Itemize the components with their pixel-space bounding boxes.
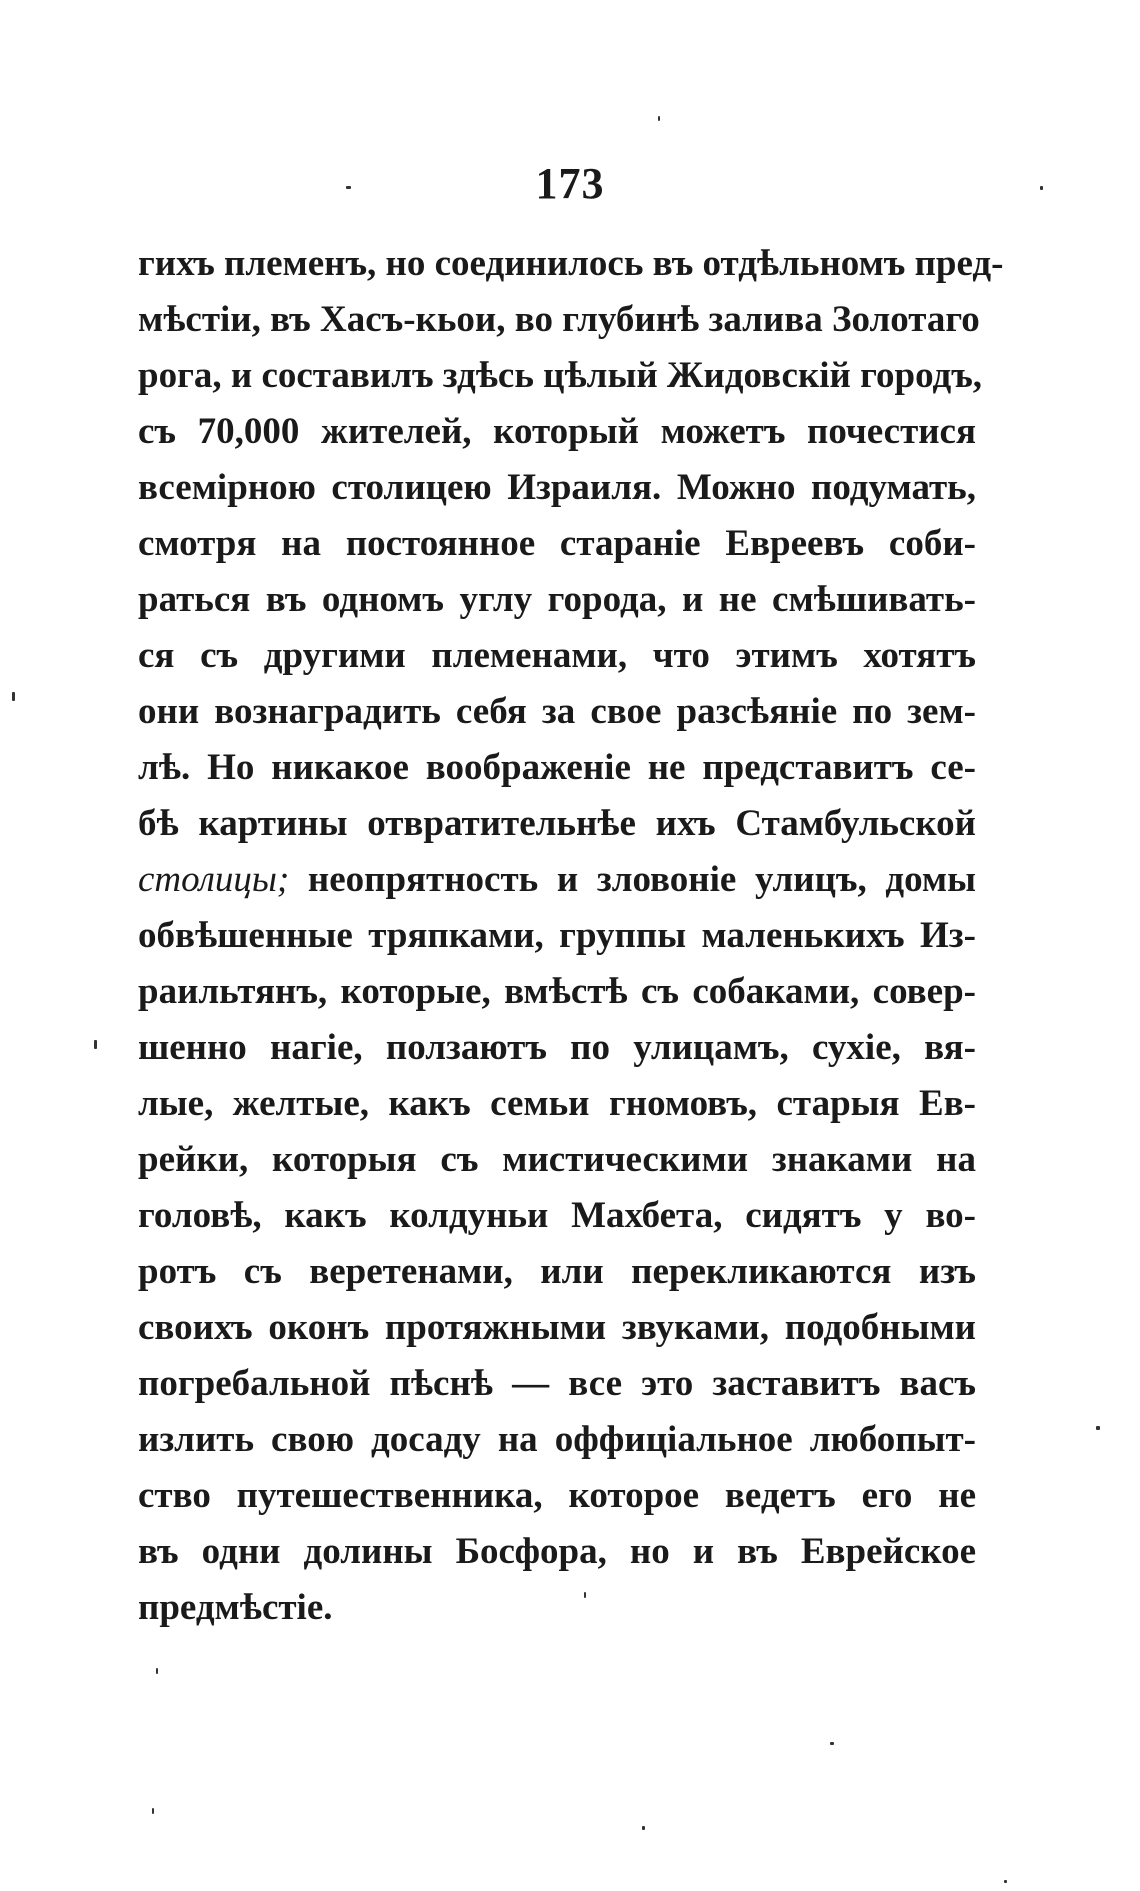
scan-speck [1096,1426,1100,1430]
text-line: рога, и составилъ здѣсь цѣлый Жидовскій городъ, [138,355,983,396]
text-line: ся съ другими племенами, что этимъ хотятъ [138,635,976,676]
text-line: ротъ съ веретенами, или перекликаются изъ [138,1251,976,1292]
text-line: въ одни долины Босфора, но и въ Еврейское [138,1531,976,1572]
text-line: раться въ одномъ углу города, и не смѣшивать- [138,579,976,620]
text-line: гихъ племенъ, но соединилось въ отдѣльномъ пред- [138,243,1004,284]
text-line: бѣ картины отвратительнѣе ихъ Стамбульской [138,803,976,844]
text-line: головѣ, какъ колдуньи Махбета, сидятъ у во- [138,1195,976,1236]
text-line: рейки, которыя съ мистическими знаками на [138,1139,976,1180]
scan-speck [156,1668,158,1674]
scan-speck [12,692,15,701]
text-line: всемірною столицею Израиля. Можно подумать, [138,467,976,508]
scan-speck [346,186,351,189]
text-line: излить свою досаду на оффиціальное любопыт- [138,1419,976,1460]
scan-speck [830,1742,834,1745]
page-number: 173 [535,159,605,208]
text-line: обвѣшенные тряпками, группы маленькихъ Из- [138,915,976,956]
text-line: предмѣстіе. [138,1587,333,1628]
scan-speck [658,116,660,121]
text-line: смотря на постоянное стараніе Евреевъ соби- [138,523,976,564]
text-line: шенно нагіе, ползаютъ по улицамъ, сухіе, вя- [138,1027,976,1068]
text-line: лѣ. Но никакое воображеніе не представитъ се- [138,747,976,788]
body-text [138,236,1004,1636]
scan-speck [152,1808,154,1814]
scan-speck [1004,1880,1007,1883]
italic-word: столицы; [138,859,290,900]
scan-speck [1040,186,1043,190]
scan-speck [94,1040,97,1049]
text-line: съ 70,000 жителей, который можетъ почестися [138,411,976,452]
text-line: они вознаградить себя за свое разсѣяніе по зем- [138,691,976,732]
text-line: погребальной пѣснѣ — все это заставитъ васъ [138,1363,976,1404]
text-line: ство путешественника, которое ведетъ его не [138,1475,976,1516]
text-line [138,852,976,908]
text-line-rest: неопрятность и зловоніе улицъ, домы [289,859,976,900]
text-line: своихъ оконъ протяжными звуками, подобными [138,1307,976,1348]
scan-speck [642,1826,645,1830]
text-line: лые, желтые, какъ семьи гномовъ, старыя Ев- [138,1083,976,1124]
text-line: мѣстіи, въ Хасъ-кьои, во глубинѣ залива Золотаго [138,299,980,340]
scan-speck [584,1592,586,1598]
text-line: раильтянъ, которые, вмѣстѣ съ собаками, совер- [138,971,976,1012]
